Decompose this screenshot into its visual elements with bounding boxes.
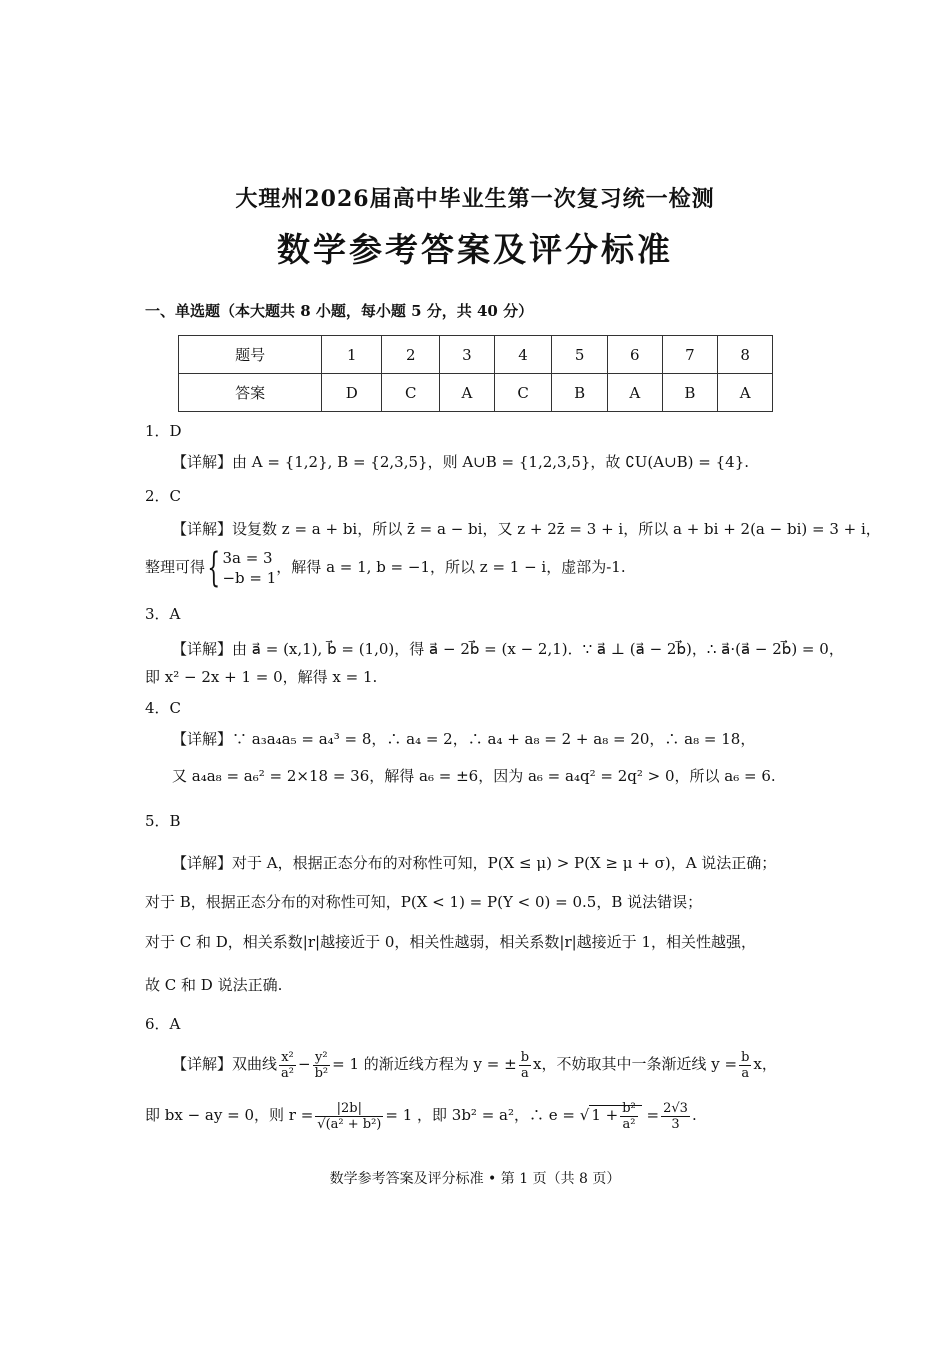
- answer-cell: C: [382, 374, 440, 412]
- q5-option-b: 对于 B，根据正态分布的对称性可知，P(X < 1) = P(Y < 0) = 0.5，B 说法错误；: [145, 893, 703, 911]
- q4-conclusion: 又 a₄a₈ = a₆² = 2×18 = 36，解得 a₆ = ±6，因为 a₆ = a₄q² = 2q² > 0，所以 a₆ = 6.: [172, 767, 776, 785]
- fraction-b-a: [519, 1050, 531, 1081]
- page-footer: 数学参考答案及评分标准 • 第 1 页（共 8 页）: [329, 1171, 621, 1187]
- denominator: a: [741, 1065, 750, 1081]
- q6-text-e: 即 bx − ay = 0，则 r =: [145, 1106, 314, 1124]
- q1-heading: 1．D: [145, 422, 182, 440]
- fraction-b2-a2: [620, 1101, 638, 1132]
- denominator: a²: [622, 1116, 636, 1132]
- answer-table: [178, 335, 773, 412]
- denominator: a: [520, 1065, 529, 1081]
- q6-text-g: .: [691, 1106, 697, 1124]
- document-title: 数学参考答案及评分标准: [277, 230, 673, 269]
- row-label-answer: 答案: [179, 374, 322, 412]
- numerator: b²: [622, 1100, 636, 1116]
- numerator: b: [520, 1049, 530, 1065]
- equation-1: 3a = 3: [222, 549, 273, 567]
- q2-suffix: ，解得 a = 1, b = −1，所以 z = 1 − i，虚部为-1.: [276, 558, 626, 576]
- exam-title: 大理州2026届高中毕业生第一次复习统一检测: [235, 186, 715, 212]
- q3-explanation: 【详解】由 a⃗ = (x,1), b⃗ = (1,0)，得 a⃗ − 2b⃗ = (x − 2,1)．∵ a⃗ ⊥ (a⃗ − 2b⃗)，∴ a⃗·(a⃗ − 2b⃗) = 0，: [172, 640, 844, 658]
- equation-system: [222, 548, 276, 588]
- question-number-cell: 6: [607, 336, 662, 374]
- question-number-cell: 3: [440, 336, 495, 374]
- q6-conclusion: 即 bx − ay = 0，则 r = $\frac{|2b|}{\text{√(a² + b²)}}$ = 1 ，即 3b² = a²，∴ e = √ 1 + $\frac{\text{b²}}{\text{a²}}$ = $\frac{2√3}{3}$ .: [145, 1100, 697, 1132]
- q5-conclusion: 故 C 和 D 说法正确.: [145, 976, 283, 994]
- denominator: a²: [281, 1065, 294, 1081]
- denominator: √(a² + b²): [317, 1116, 382, 1132]
- q6-text-d: x，: [753, 1055, 777, 1073]
- q2-heading: 2．C: [145, 487, 182, 505]
- fraction-y2-b2: [313, 1050, 331, 1081]
- question-number-cell: 8: [718, 336, 773, 374]
- q6-heading: 6．A: [145, 1015, 181, 1033]
- answer-cell: B: [552, 374, 608, 412]
- denominator: b²: [314, 1065, 329, 1081]
- numerator: b: [741, 1049, 750, 1065]
- q1-explanation: 【详解】由 A = {1,2}, B = {2,3,5}，则 A∪B = {1,2,3,5}，故 ∁U(A∪B) = {4}.: [172, 453, 750, 471]
- fraction-x2-a2: [279, 1050, 296, 1081]
- q4-explanation: 【详解】∵ a₃a₄a₅ = a₄³ = 8，∴ a₄ = 2，∴ a₄ + a₈ = 2 + a₈ = 20，∴ a₈ = 18，: [172, 730, 756, 748]
- answer-cell: A: [607, 374, 662, 412]
- question-number-cell: 1: [322, 336, 382, 374]
- numerator: 2√3: [663, 1100, 688, 1116]
- q6-text-f: = 1 ，即 3b² = a²，∴ e =: [385, 1106, 575, 1124]
- equation-2: −b = 1: [222, 569, 277, 587]
- q4-heading: 4．C: [145, 699, 182, 717]
- q3-heading: 3．A: [145, 605, 181, 623]
- fraction-r: [315, 1101, 383, 1132]
- row-label-number: 题号: [179, 336, 322, 374]
- answer-cell: D: [322, 374, 382, 412]
- question-number-cell: 2: [382, 336, 440, 374]
- numerator: |2b|: [315, 1101, 383, 1117]
- brace-symbol: {: [207, 545, 221, 591]
- numerator: x²: [279, 1050, 296, 1066]
- answer-cell: B: [662, 374, 718, 412]
- question-number-cell: 4: [494, 336, 552, 374]
- q2-solution-line: [145, 545, 626, 589]
- table-row-answers: [179, 374, 773, 412]
- q2-prefix: 整理可得: [145, 558, 206, 576]
- denominator: 3: [671, 1116, 680, 1132]
- q5-option-cd: 对于 C 和 D，相关系数|r|越接近于 0，相关性越弱，相关系数|r|越接近于 1，相关性越强，: [145, 933, 756, 951]
- fraction-b-a-2: [739, 1050, 751, 1081]
- answer-cell: C: [494, 374, 552, 412]
- sqrt-term: 1 +: [591, 1106, 619, 1124]
- table-row-numbers: [179, 336, 773, 374]
- sqrt-expression: [589, 1100, 641, 1132]
- fraction-result: [661, 1101, 690, 1132]
- q3-conclusion: 即 x² − 2x + 1 = 0，解得 x = 1.: [145, 668, 378, 686]
- question-number-cell: 5: [552, 336, 608, 374]
- q5-option-a: 【详解】对于 A，根据正态分布的对称性可知，P(X ≤ μ) > P(X ≥ μ + σ)，A 说法正确；: [172, 854, 777, 872]
- question-number-cell: 7: [662, 336, 718, 374]
- q6-text-a: 【详解】双曲线: [172, 1055, 278, 1073]
- section-heading: 一、单选题（本大题共 8 小题，每小题 5 分，共 40 分）: [145, 302, 534, 320]
- q6-text-c: x，不妨取其中一条渐近线 y =: [533, 1055, 738, 1073]
- q6-text-b: = 1 的渐近线方程为 y = ±: [332, 1055, 517, 1073]
- q6-explanation: 【详解】双曲线 $\frac{\text{x²}}{\text{a²}}$ − $\frac{\text{y²}}{\text{b²}}$ = 1 的渐近线方程为 y = ± $\frac{b}{a}$ x，不妨取其中一条渐近线 y = $\frac{b}{a}$ x，: [172, 1049, 777, 1081]
- q5-heading: 5．B: [145, 812, 181, 830]
- answer-cell: A: [440, 374, 495, 412]
- q2-explanation: 【详解】设复数 z = a + bi，所以 z̄ = a − bi，又 z + 2z̄ = 3 + i，所以 a + bi + 2(a − bi) = 3 + i，: [172, 520, 881, 538]
- numerator: y²: [313, 1050, 331, 1066]
- answer-cell: A: [718, 374, 773, 412]
